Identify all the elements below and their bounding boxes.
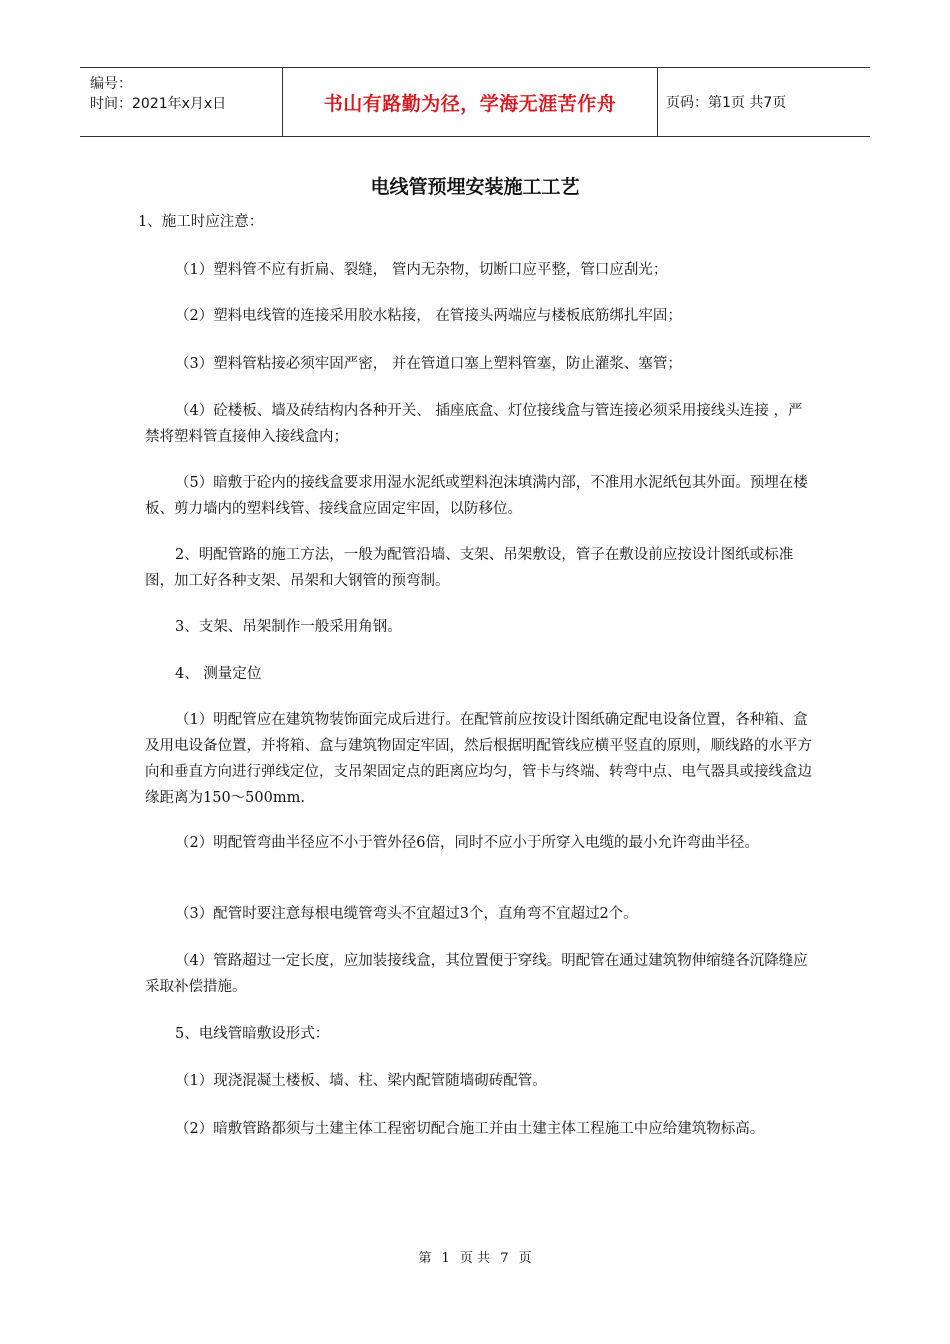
paragraph-1-4: （4）砼楼板、墙及砖结构内各种开关、 插座底盒、灯位接线盒与管连接必须采用接线头连接 ，严禁将塑料管直接伸入接线盒内； [145,403,803,445]
paragraph-4-3: （3）配管时要注意每根电缆管弯头不宜超过3个，直角弯不宜超过2个。 [175,906,638,922]
document-title: 电线管预埋安装施工工艺 [370,176,580,198]
section-1-heading: 1、施工时应注意： [138,214,264,230]
paragraph-1-5: （5）暗敷于砼内的接线盒要求用湿水泥纸或塑料泡沫填满内部，不准用水泥纸包其外面。预埋在楼板、剪力墙内的塑料线管、接线盒应固定牢固，以防移位。 [145,475,808,517]
footer-prefix: 第 [418,1251,432,1266]
page-header [80,67,870,137]
paragraph-4-2: （2）明配管弯曲半径应不小于管外径6倍，同时不应小于所穿入电缆的最小允许弯曲半径。 [175,835,759,851]
paragraph-4-1: （1）明配管应在建筑物装饰面完成后进行。在配管前应按设计图纸确定配电设备位置，各种箱、盒及用电设备位置，并将箱、盒与建筑物固定牢固，然后根据明配管线应横平竖直的原则，顺线路的水平方向和垂直方向进行弹线定位，支吊架固定点的距离应均匀，管卡与终端、转弯中点、电气器具或接线盒边缘距离为150～500mm. [145,712,812,806]
section-2-paragraph: 2、明配管路的施工方法，一般为配管沿墙、支架、吊架敷设，管子在敷设前应按设计图纸或标准图，加工好各种支架、吊架和大钢管的预弯制。 [145,547,794,589]
section-4-heading: 4、 测量定位 [175,666,262,682]
footer-middle: 页 共 [459,1251,491,1266]
number-label: 编号： [90,76,132,92]
header-motto: 书山有路勤为径，学海无涯苦作舟 [282,68,658,136]
paragraph-1-3: （3）塑料管粘接必须牢固严密， 并在管道口塞上塑料管塞，防止灌浆、塞管； [175,356,682,372]
footer-suffix: 页 [518,1251,532,1266]
section-3-paragraph: 3、支架、吊架制作一般采用角钢。 [175,619,402,635]
page-footer [0,1247,950,1266]
footer-total-pages: 7 [500,1251,509,1266]
time-label: 时间：2021年x月x日 [90,96,227,112]
section-5-heading: 5、电线管暗敷设形式： [175,1026,330,1042]
paragraph-1-2: （2）塑料电线管的连接采用胶水粘接， 在管接头两端应与楼板底筋绑扎牢固； [175,308,682,324]
paragraph-5-2: （2）暗敷管路都须与土建主体工程密切配合施工并由土建主体工程施工中应给建筑物标高。 [175,1121,765,1137]
paragraph-5-1: （1）现浇混凝土楼板、墙、柱、梁内配管随墙砌砖配管。 [175,1073,547,1089]
paragraph-1-1: （1）塑料管不应有折扁、裂缝， 管内无杂物，切断口应平整，管口应刮光； [175,262,668,278]
header-page-info: 页码：第1页 共7页 [666,95,787,111]
paragraph-4-4: （4）管路超过一定长度，应加装接线盒，其位置便于穿线。明配管在通过建筑物伸缩缝各沉降缝应采取补偿措施。 [145,953,808,995]
footer-page-number: 1 [441,1251,450,1266]
header-meta [80,68,282,136]
